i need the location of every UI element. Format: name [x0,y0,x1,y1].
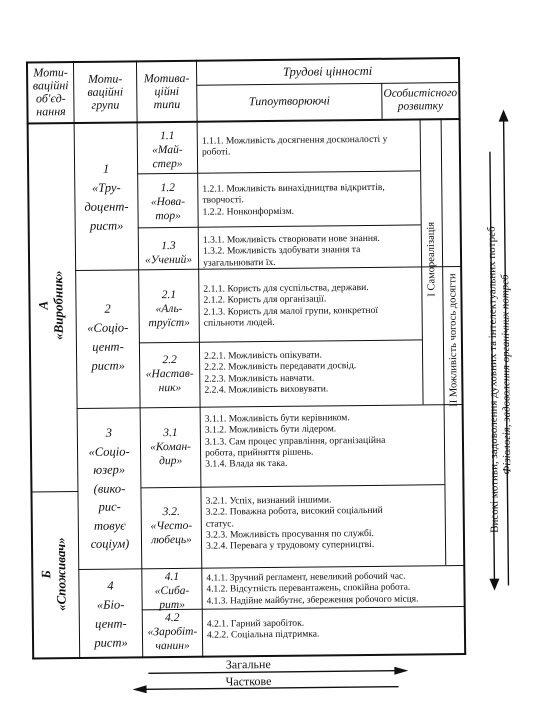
bracket-2-left [441,118,447,565]
association-consumer: Б «Споживач» [38,537,69,612]
values-4-2: 4.2.1. Гарний заробіток. 4.2.2. Соціальна підтримка. [206,617,320,641]
header-typeforming: Типоутворюючі [248,93,330,109]
type-2-2: 2.2 «Настав- ник» [145,353,194,395]
header-types: Мотива- ційні типи [143,70,190,112]
personal-achievement: ІІ Можливість чогось досягти [447,273,460,407]
label-partial: Часткове [225,674,272,689]
group-sep-2 [77,404,463,409]
header-bottom-line [27,118,461,125]
association-sep [30,491,78,493]
group-2: 2 «Соціо- цент- рист» [87,301,129,373]
type-4-1: 4.1 «Сиба- рит» [154,570,190,612]
arrow-up-head [498,109,508,121]
type-sep-3 [139,339,422,343]
values-1-1: 1.1.1. Можливість досягнення досконалості у роботі. [201,133,388,158]
values-1-3: 1.3.1. Можливість створювати нове знання. 1.3.2. Можливість здобувати знання та узагальнювати їх. [202,232,380,269]
group-1: 1 «Тру- доцент- рист» [84,161,129,233]
table-border-top [26,57,460,64]
header-sub-line [196,82,458,86]
personal-self-realization: І Самореалізація [425,221,438,297]
type-3-1: 3.1 «Коман- дир» [149,426,192,468]
arrow-right-head [394,667,408,675]
values-4-1: 4.1.1. Зручний регламент, невеликий робочий час. 4.1.2. Відсутність перевантажень, спокійна робота. 4.1.3. Надійне майбутнє, збереження робочого місця. [206,571,419,607]
type-1-2: 1.2 «Нова- тор» [150,181,186,223]
values-3-2: 3.2.1. Успіх, визнаний іншими. 3.2.2. Поважна робота, високий соціальний статус. 3.2.3. Можливість просування по службі. 3.2.4. Перевага у трудовому суперництві. [205,494,383,552]
label-general: Загальне [225,657,271,672]
association-producer: А «Виробник» [35,270,66,341]
values-3-1: 3.1.1. Можливість бути керівником. 3.1.2. Можливість бути лідером. 3.1.3. Сам процес управління, організаційна робота, прийняття рішень. 3.1.4. Влада як така. [204,412,386,470]
values-2-2: 2.2.1. Можливість опікувати. 2.2.2. Можливість передавати досвід. 2.2.3. Можливість навчати. 2.2.4. Можливість виховувати. [204,349,357,396]
group-4: 4 «Біо- цент- рист» [94,578,128,650]
values-1-2: 1.2.1. Можливість винахідництва відкриттів, творчості. 1.2.2. Нонконформізм. [202,181,385,218]
header-associations: Моти- ваційні об'єд- нання [32,65,69,119]
values-2-1: 2.1.1. Користь для суспільства, держави. 2.1.2. Користь для організації. 2.1.3. Користь для малої групи, конкретної спільноти людей. [203,281,379,329]
arrow-right-shaft [148,671,396,674]
type-sep-1 [137,170,420,174]
type-3-2: 3.2. «Често- любець» [150,505,193,547]
type-4-2: 4.2 «Заробіт- чанин» [147,611,198,653]
type-sep-4 [140,484,444,488]
type-sep-2 [138,224,421,228]
arrow-up-label: Високі мотиви, задоволення духовних та інтелектуальних потреб [485,226,501,533]
table-border-left [26,62,34,660]
type-1-3: 1.3 «Учений» [144,239,193,267]
group-3: 3 «Соціо- юзер» (вико- рис- товує соціум) [88,425,130,551]
header-personal: Особистісного розвитку [383,87,458,113]
header-groups: Моти- ваційні групи [87,71,124,112]
type-1-1: 1.1 «Май- стер» [152,129,183,171]
arrow-down-label: Фізіологія, задоволення органічних потреб [499,274,514,475]
group-sep-3 [78,565,464,570]
type-2-1: 2.1 «Аль- труїст» [148,288,190,330]
header-work-values: Трудові цінності [282,63,373,79]
arrow-left-head [133,685,147,693]
